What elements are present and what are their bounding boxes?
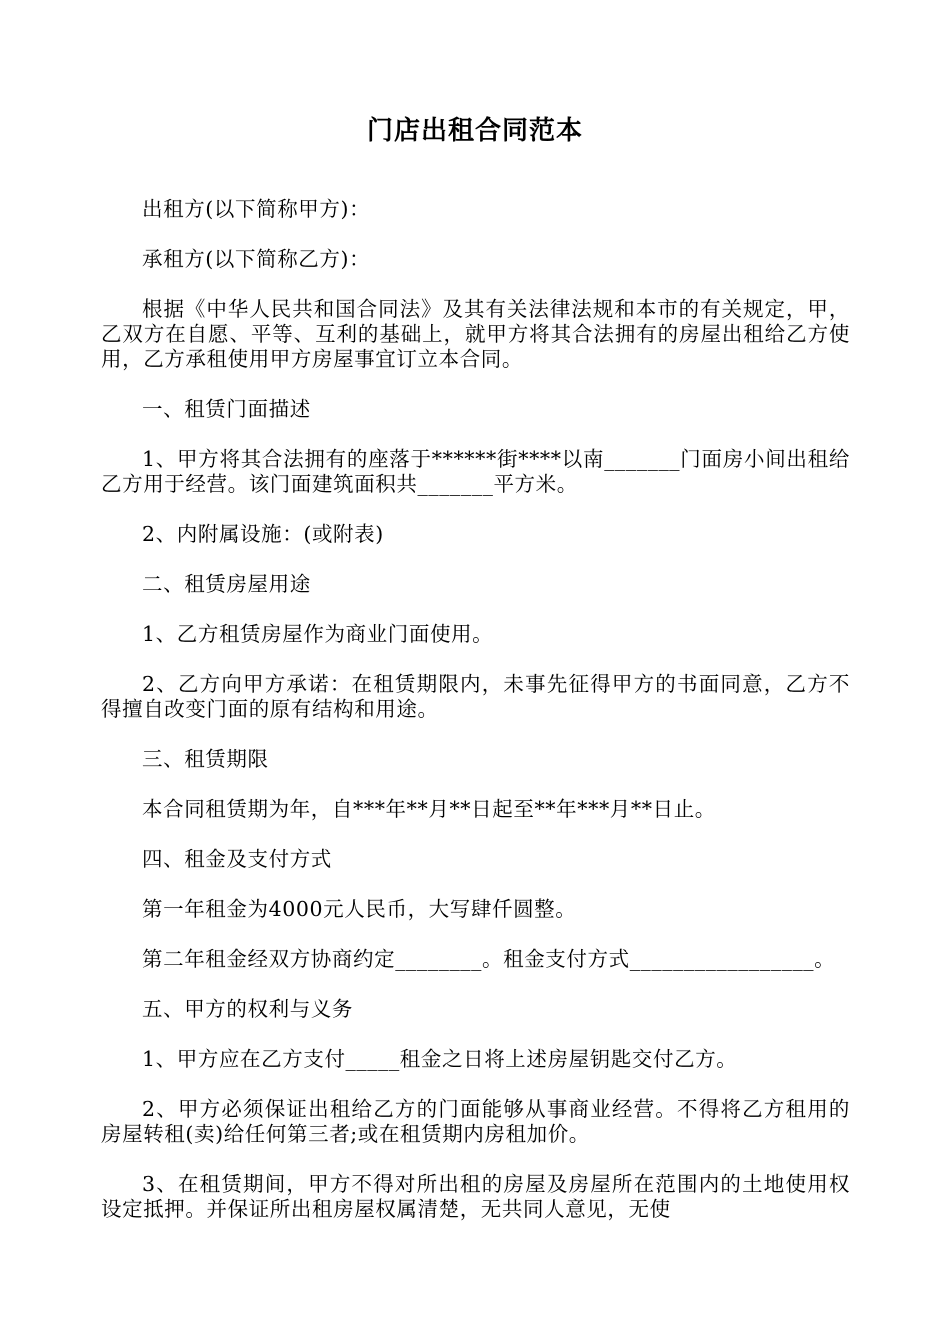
paragraph-preamble: 根据《中华人民共和国合同法》及其有关法律法规和本市的有关规定，甲，乙双方在自愿、平等、互利的基础上，就甲方将其合法拥有的房屋出租给乙方使用，乙方承租使用甲方房屋事宜订立本合同。	[101, 297, 850, 371]
clause-5-1: 1、甲方应在乙方支付_____租金之日将上述房屋钥匙交付乙方。	[142, 1047, 738, 1071]
clause-4-second-year-rent: 第二年租金经双方协商约定________。租金支付方式_________________。	[142, 947, 836, 971]
clause-5-3: 3、在租赁期间，甲方不得对所出租的房屋及房屋所在范围内的土地使用权设定抵押。并保证所出租房屋权属清楚，无共同人意见，无使	[101, 1172, 850, 1221]
section-heading-5: 五、甲方的权利与义务	[142, 997, 353, 1021]
clause-1-1: 1、甲方将其合法拥有的座落于******街****以南_______门面房小间出租给乙方用于经营。该门面建筑面积共_______平方米。	[101, 447, 850, 496]
paragraph-lessor: 出租方(以下简称甲方)：	[142, 197, 371, 221]
document-body	[101, 197, 850, 1247]
clause-2-2: 2、乙方向甲方承诺：在租赁期限内，未事先征得甲方的书面同意，乙方不得擅自改变门面的原有结构和用途。	[101, 672, 850, 721]
clause-2-1: 1、乙方租赁房屋作为商业门面使用。	[142, 622, 494, 646]
section-heading-3: 三、租赁期限	[142, 747, 269, 771]
section-heading-4: 四、租金及支付方式	[142, 847, 332, 871]
clause-3-term: 本合同租赁期为年，自***年**月**日起至**年***月**日止。	[142, 797, 716, 821]
paragraph-lessee: 承租方(以下简称乙方)：	[142, 247, 371, 271]
clause-4-first-year-rent: 第一年租金为4000元人民币，大写肆仟圆整。	[142, 897, 577, 921]
document-title: 门店出租合同范本	[366, 116, 583, 146]
clause-5-2: 2、甲方必须保证出租给乙方的门面能够从事商业经营。不得将乙方租用的房屋转租(卖)给任何第三者;或在租赁期内房租加价。	[101, 1097, 850, 1146]
section-heading-2: 二、租赁房屋用途	[142, 572, 311, 596]
clause-1-2: 2、内附属设施：(或附表)	[142, 522, 384, 546]
section-heading-1: 一、租赁门面描述	[142, 397, 311, 421]
